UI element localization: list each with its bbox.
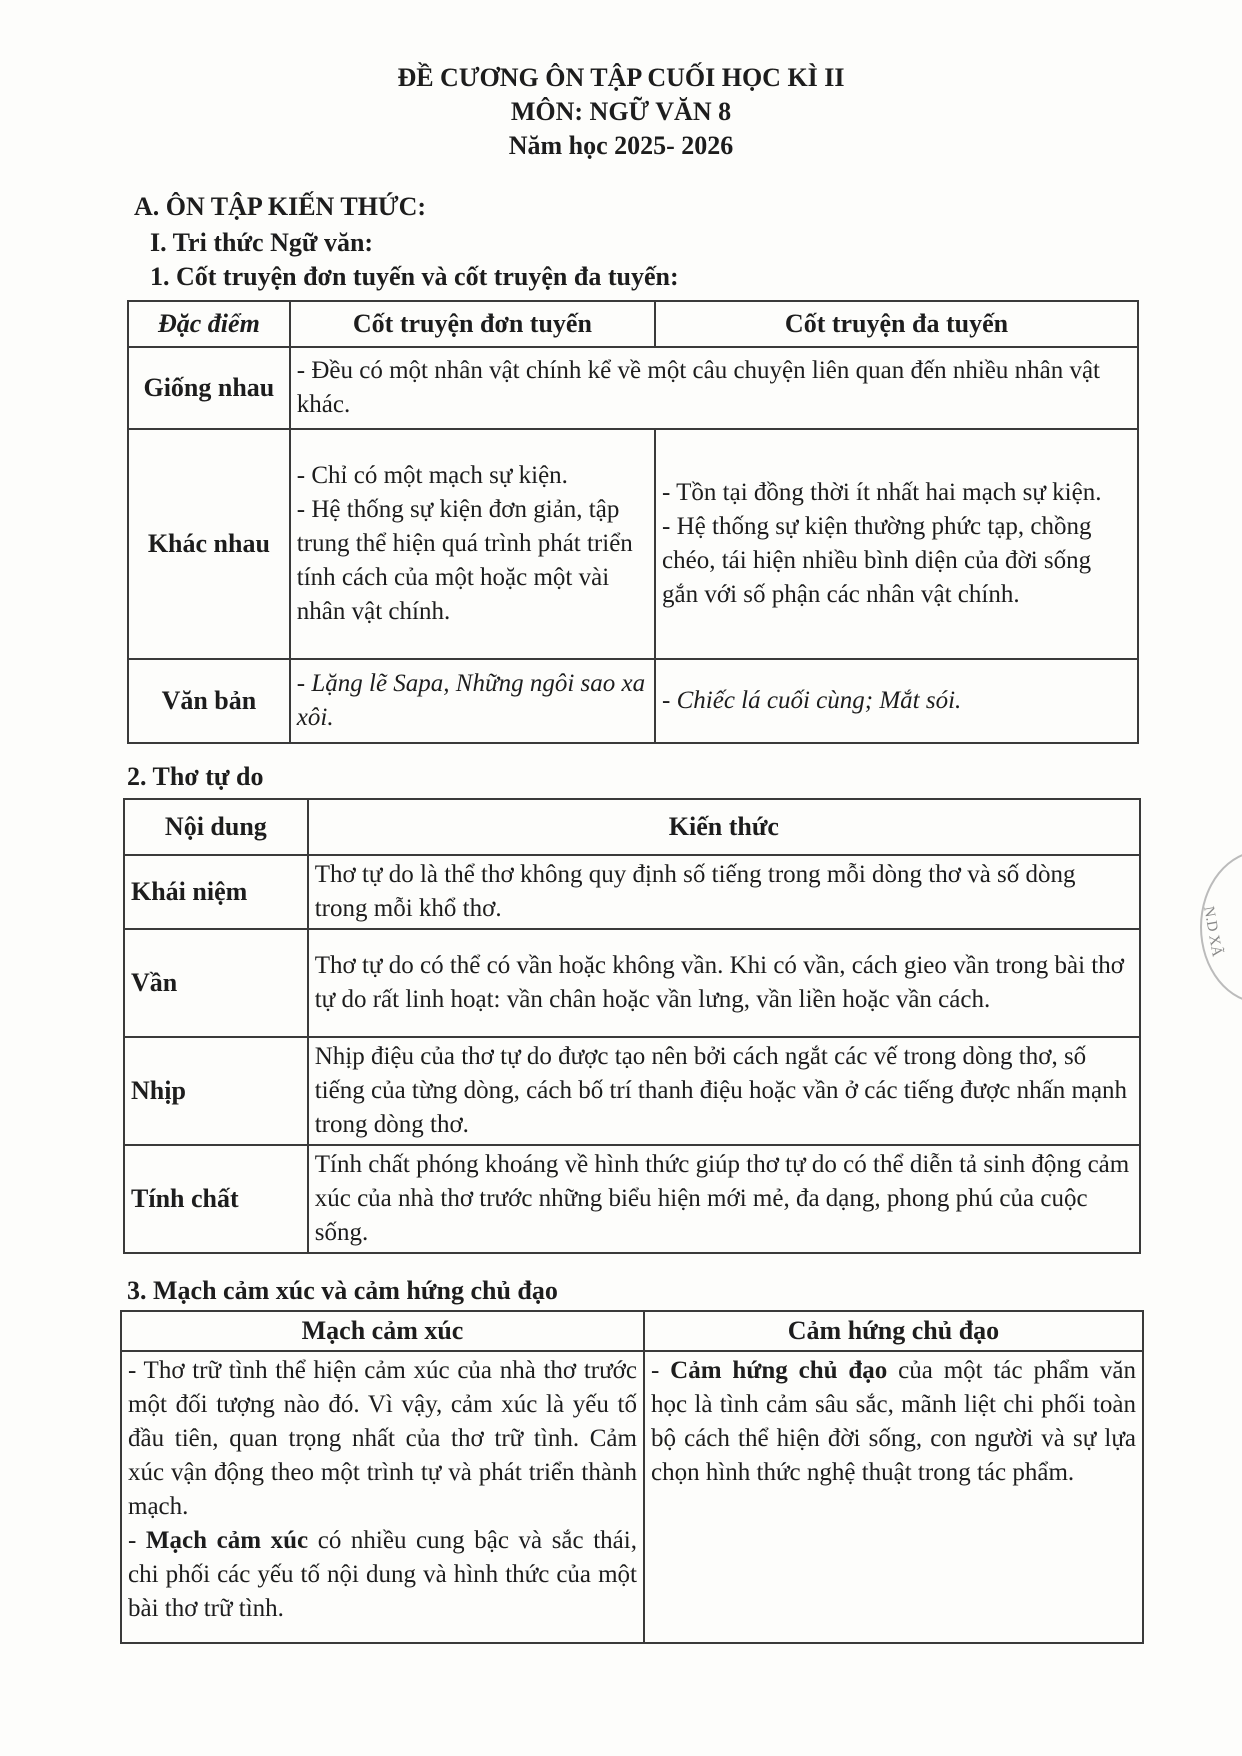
text-titles: Lặng lẽ Sapa, Những ngôi sao xa xôi.	[296, 670, 646, 731]
table-header-cell: Cốt truyện đa tuyến	[655, 301, 1138, 347]
table-header-row	[124, 799, 1140, 855]
row-label: Khác nhau	[128, 429, 290, 659]
table-header-cell: Nội dung	[124, 799, 308, 855]
cell-paragraph: - Thơ trữ tình thể hiện cảm xúc của nhà thơ trước một đối tượng nào đó. Vì vậy, cảm xúc là yếu tố đầu tiên, quan trọng nhất của thơ trữ tình. Cảm xúc vận động theo một trình tự và phát triển thành mạch.	[128, 1357, 637, 1520]
doc-title-line3: Năm học 2025- 2026	[508, 131, 734, 160]
row-label: Văn bản	[128, 659, 290, 743]
cell-line: - Tồn tại đồng thời ít nhất hai mạch sự kiện.	[662, 479, 1102, 506]
table-cell: Tính chất phóng khoáng về hình thức giúp thơ tự do có thể diễn tả sinh động cảm xúc của nhà thơ trước những biểu hiện mới mẻ, đa dạng, phong phú của cuộc sống.	[308, 1145, 1140, 1253]
table-cell	[290, 429, 655, 659]
table-cell: - Đều có một nhân vật chính kể về một câu chuyện liên quan đến nhiều nhân vật khác.	[290, 347, 1138, 429]
doc-title-line2: MÔN: NGỮ VĂN 8	[510, 97, 732, 126]
row-label: Vần	[124, 929, 308, 1037]
table-header-row	[128, 301, 1138, 347]
term-bold: Cảm hứng chủ đạo	[670, 1357, 888, 1384]
table-row	[124, 1037, 1140, 1145]
cell-line: - Hệ thống sự kiện đơn giản, tập trung thể hiện quá trình phát triển tính cách của một hoặc một vài nhân vật chính.	[296, 496, 633, 625]
heading-i: I. Tri thức Ngữ văn:	[150, 228, 374, 257]
table-cell	[655, 429, 1138, 659]
table-cell: Thơ tự do là thể thơ không quy định số tiếng trong mỗi dòng thơ và số dòng trong mỗi khổ thơ.	[308, 855, 1140, 929]
table-row	[124, 1145, 1140, 1253]
table-cell	[655, 659, 1138, 743]
table-header-cell: Đặc điểm	[128, 301, 290, 347]
heading-section-1: 1. Cốt truyện đơn tuyến và cốt truyện đa tuyến:	[150, 262, 679, 291]
cell-paragraph	[128, 1524, 637, 1626]
table-cell: Nhịp điệu của thơ tự do được tạo nên bởi cách ngắt các vế trong dòng thơ, số tiếng của từng dòng, cách bố trí thanh điệu hoặc vần ở các tiếng được nhấn mạnh trong dòng thơ.	[308, 1037, 1140, 1145]
table-plot-types	[127, 300, 1139, 744]
heading-a: A. ÔN TẬP KIẾN THỨC:	[134, 192, 427, 221]
row-label: Nhịp	[124, 1037, 308, 1145]
doc-title-line1: ĐỀ CƯƠNG ÔN TẬP CUỐI HỌC KÌ II	[397, 63, 845, 92]
table-cell	[290, 659, 655, 743]
heading-section-3: 3. Mạch cảm xúc và cảm hứng chủ đạo	[127, 1276, 558, 1305]
heading-section-2: 2. Thơ tự do	[127, 762, 264, 791]
table-header-cell: Kiến thức	[308, 799, 1140, 855]
cell-line: - Hệ thống sự kiện thường phức tạp, chồng chéo, tái hiện nhiều bình diện của đời sống gắn với số phận các nhân vật chính.	[662, 513, 1092, 608]
paragraph-rest: có nhiều cung bậc và sắc thái, chi phối các yếu tố nội dung và hình thức của một bài thơ trữ tình.	[128, 1527, 637, 1622]
dash: -	[650, 1357, 671, 1384]
dash: -	[128, 1527, 146, 1554]
table-row	[121, 1351, 1143, 1643]
cell-line: - Chỉ có một mạch sự kiện.	[296, 462, 568, 489]
table-row	[128, 429, 1138, 659]
dash: -	[662, 687, 677, 714]
row-label: Giống nhau	[128, 347, 290, 429]
table-row	[124, 929, 1140, 1037]
row-label: Khái niệm	[124, 855, 308, 929]
table-emotion-inspiration	[120, 1310, 1144, 1644]
table-header-cell: Cốt truyện đơn tuyến	[290, 301, 655, 347]
table-header-cell: Mạch cảm xúc	[121, 1311, 644, 1351]
table-header-row	[121, 1311, 1143, 1351]
table-cell: Thơ tự do có thể có vần hoặc không vần. Khi có vần, cách gieo vần trong bài thơ tự do rất linh hoạt: vần chân hoặc vần lưng, vần liền hoặc vần cách.	[308, 929, 1140, 1037]
row-label: Tính chất	[124, 1145, 308, 1253]
dash: -	[296, 670, 312, 697]
paragraph-rest: của một tác phẩm văn học là tình cảm sâu sắc, mãnh liệt chi phối toàn bộ cách thể hiện đời sống, con người và sự lựa chọn hình thức nghệ thuật trong tác phẩm.	[650, 1357, 1136, 1486]
stamp-text: N.D XÃ	[1200, 905, 1225, 958]
table-row	[128, 659, 1138, 743]
text-titles: Chiếc lá cuối cùng; Mắt sói.	[676, 687, 962, 714]
term-bold: Mạch cảm xúc	[145, 1527, 309, 1554]
table-row	[124, 855, 1140, 929]
table-row	[128, 347, 1138, 429]
table-cell	[121, 1351, 644, 1643]
table-header-cell: Cảm hứng chủ đạo	[644, 1311, 1143, 1351]
table-free-verse	[123, 798, 1141, 1254]
table-cell	[644, 1351, 1143, 1643]
